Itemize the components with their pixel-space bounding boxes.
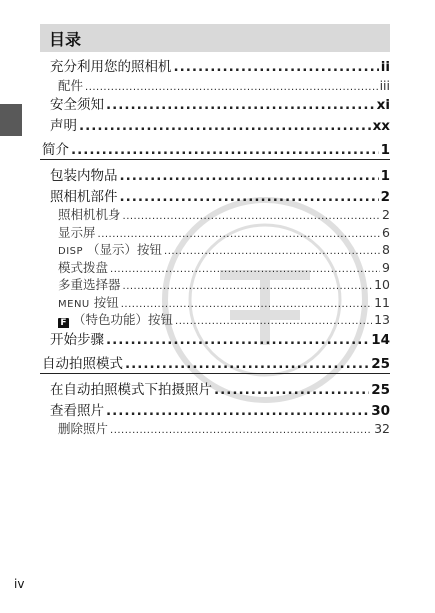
dot-leader [106, 403, 369, 419]
toc-entry-label [58, 293, 119, 311]
toc-entry-text: （特色功能）按钮 [73, 312, 174, 327]
dot-leader [85, 82, 378, 93]
toc-entry-safety[interactable] [40, 93, 390, 114]
toc-entry-label [58, 275, 121, 293]
toc-entry-text: 查看照片 [50, 402, 104, 419]
toc-entry-text: 显示屏 [58, 224, 96, 240]
toc-entry-text: 模式拨盘 [58, 259, 109, 275]
toc-entry-page: xi [376, 97, 390, 113]
toc-entry-text: 配件 [58, 77, 84, 93]
toc-entry-text: 简介 [42, 142, 69, 158]
toc-entry-accessories[interactable] [40, 76, 390, 94]
dot-leader [106, 332, 369, 348]
toc-entry-page: 9 [382, 259, 390, 275]
toc-entry-text: 在自动拍照模式下拍摄照片 [50, 382, 212, 398]
toc-entry-text: 开始步骤 [50, 331, 104, 348]
toc-entry-text: 声明 [50, 117, 77, 134]
toc-entry-introduction[interactable] [40, 138, 390, 160]
toc-entry-text: 安全须知 [50, 97, 104, 113]
toc-entry-text: 包装内物品 [50, 168, 118, 184]
dot-leader [120, 168, 379, 184]
toc-entry-page: 13 [374, 312, 390, 327]
toc-entry-text: 照相机部件 [50, 188, 118, 205]
toc-entry-label [50, 164, 118, 184]
toc-entry-text: 多重选择器 [58, 277, 121, 292]
toc-entry-text: 自动拍照模式 [42, 356, 123, 372]
toc-entry-taking-photos-auto[interactable] [40, 378, 390, 399]
dot-leader [98, 229, 381, 240]
toc-entry-label [50, 378, 212, 398]
dot-leader [121, 299, 372, 310]
toc-entry-label [50, 328, 104, 348]
toc-entry-page: 1 [380, 168, 390, 184]
toc-entry-intro-use[interactable] [40, 55, 390, 76]
toc-entry-label [58, 310, 173, 328]
toc-entry-text: 照相机机身 [58, 207, 121, 222]
toc-entry-text: 删除照片 [58, 421, 109, 436]
toc-entry-page: 32 [374, 421, 390, 436]
toc-entry-package-contents[interactable] [40, 164, 390, 185]
dot-leader [110, 425, 372, 436]
toc-entry-label [58, 419, 108, 437]
toc-entry-label [58, 76, 83, 94]
toc-entry-page: 25 [371, 382, 390, 398]
toc-entry-page: 30 [371, 402, 390, 419]
toc-entry-page: 8 [382, 242, 390, 257]
dot-leader [110, 264, 380, 275]
dot-leader [125, 356, 369, 372]
toc-entry-label [42, 352, 123, 372]
toc-entry-page: 6 [382, 224, 390, 240]
toc-entry-label [42, 138, 69, 158]
page-title: 目录 [49, 29, 82, 49]
dot-leader [71, 142, 379, 158]
toc-entry-monitor[interactable] [40, 223, 390, 241]
toc-entry-viewing-photos[interactable] [40, 399, 390, 420]
toc-entry-label [50, 55, 172, 75]
toc-entry-page: 14 [371, 331, 390, 348]
toc-entry-page: 25 [371, 356, 390, 372]
toc-entry-page: 2 [380, 188, 390, 205]
dot-leader [79, 118, 371, 134]
toc-entry-menu-button[interactable] [40, 293, 390, 311]
toc-entry-label [50, 93, 104, 113]
toc-entry-page: 2 [382, 207, 390, 222]
dot-leader [164, 246, 380, 257]
toc-entry-text: 充分利用您的照相机 [50, 59, 172, 75]
toc-entry-mode-dial[interactable] [40, 258, 390, 276]
dot-leader [120, 189, 379, 205]
toc-entry-text: （显示）按钮 [87, 242, 163, 257]
page-number: iv [14, 577, 25, 591]
toc-entry-f-button[interactable] [40, 310, 390, 328]
button-name: DISP [58, 246, 84, 257]
dot-leader [174, 59, 379, 75]
toc-entry-page: xx [372, 117, 390, 134]
dot-leader [106, 97, 375, 113]
toc-entry-label [58, 205, 121, 223]
chapter-side-tab [0, 104, 22, 136]
toc-entry-label [58, 223, 96, 241]
toc-entry-page: 10 [374, 277, 390, 292]
toc-entry-notices[interactable] [40, 114, 390, 135]
dot-leader [123, 281, 373, 292]
dot-leader [175, 316, 372, 327]
toc-entry-first-steps[interactable] [40, 328, 390, 349]
button-name: MENU [58, 298, 90, 310]
toc-entry-label [58, 258, 108, 276]
toc-title-bar [40, 24, 390, 52]
toc-entry-disp-button[interactable] [40, 240, 390, 258]
dot-leader [214, 382, 369, 398]
toc-entry-page: ii [380, 59, 390, 75]
toc-entry-multi-selector[interactable] [40, 275, 390, 293]
toc-entry-auto-mode[interactable] [40, 352, 390, 374]
toc-entry-label [58, 240, 162, 258]
toc-entry-deleting-photos[interactable] [40, 419, 390, 437]
toc-entry-page: 11 [374, 294, 390, 310]
toc-entry-page: iii [379, 77, 390, 93]
toc-entry-camera-parts[interactable] [40, 185, 390, 206]
f-button-icon: F [58, 318, 69, 328]
toc-entry-label [50, 114, 77, 134]
dot-leader [123, 211, 381, 222]
toc-entry-text: 按钮 [93, 294, 119, 310]
toc-entry-camera-body[interactable] [40, 205, 390, 223]
toc-entry-label [50, 399, 104, 419]
toc-entry-label [50, 185, 118, 205]
toc-entry-page: 1 [380, 142, 390, 158]
table-of-contents [40, 55, 390, 437]
